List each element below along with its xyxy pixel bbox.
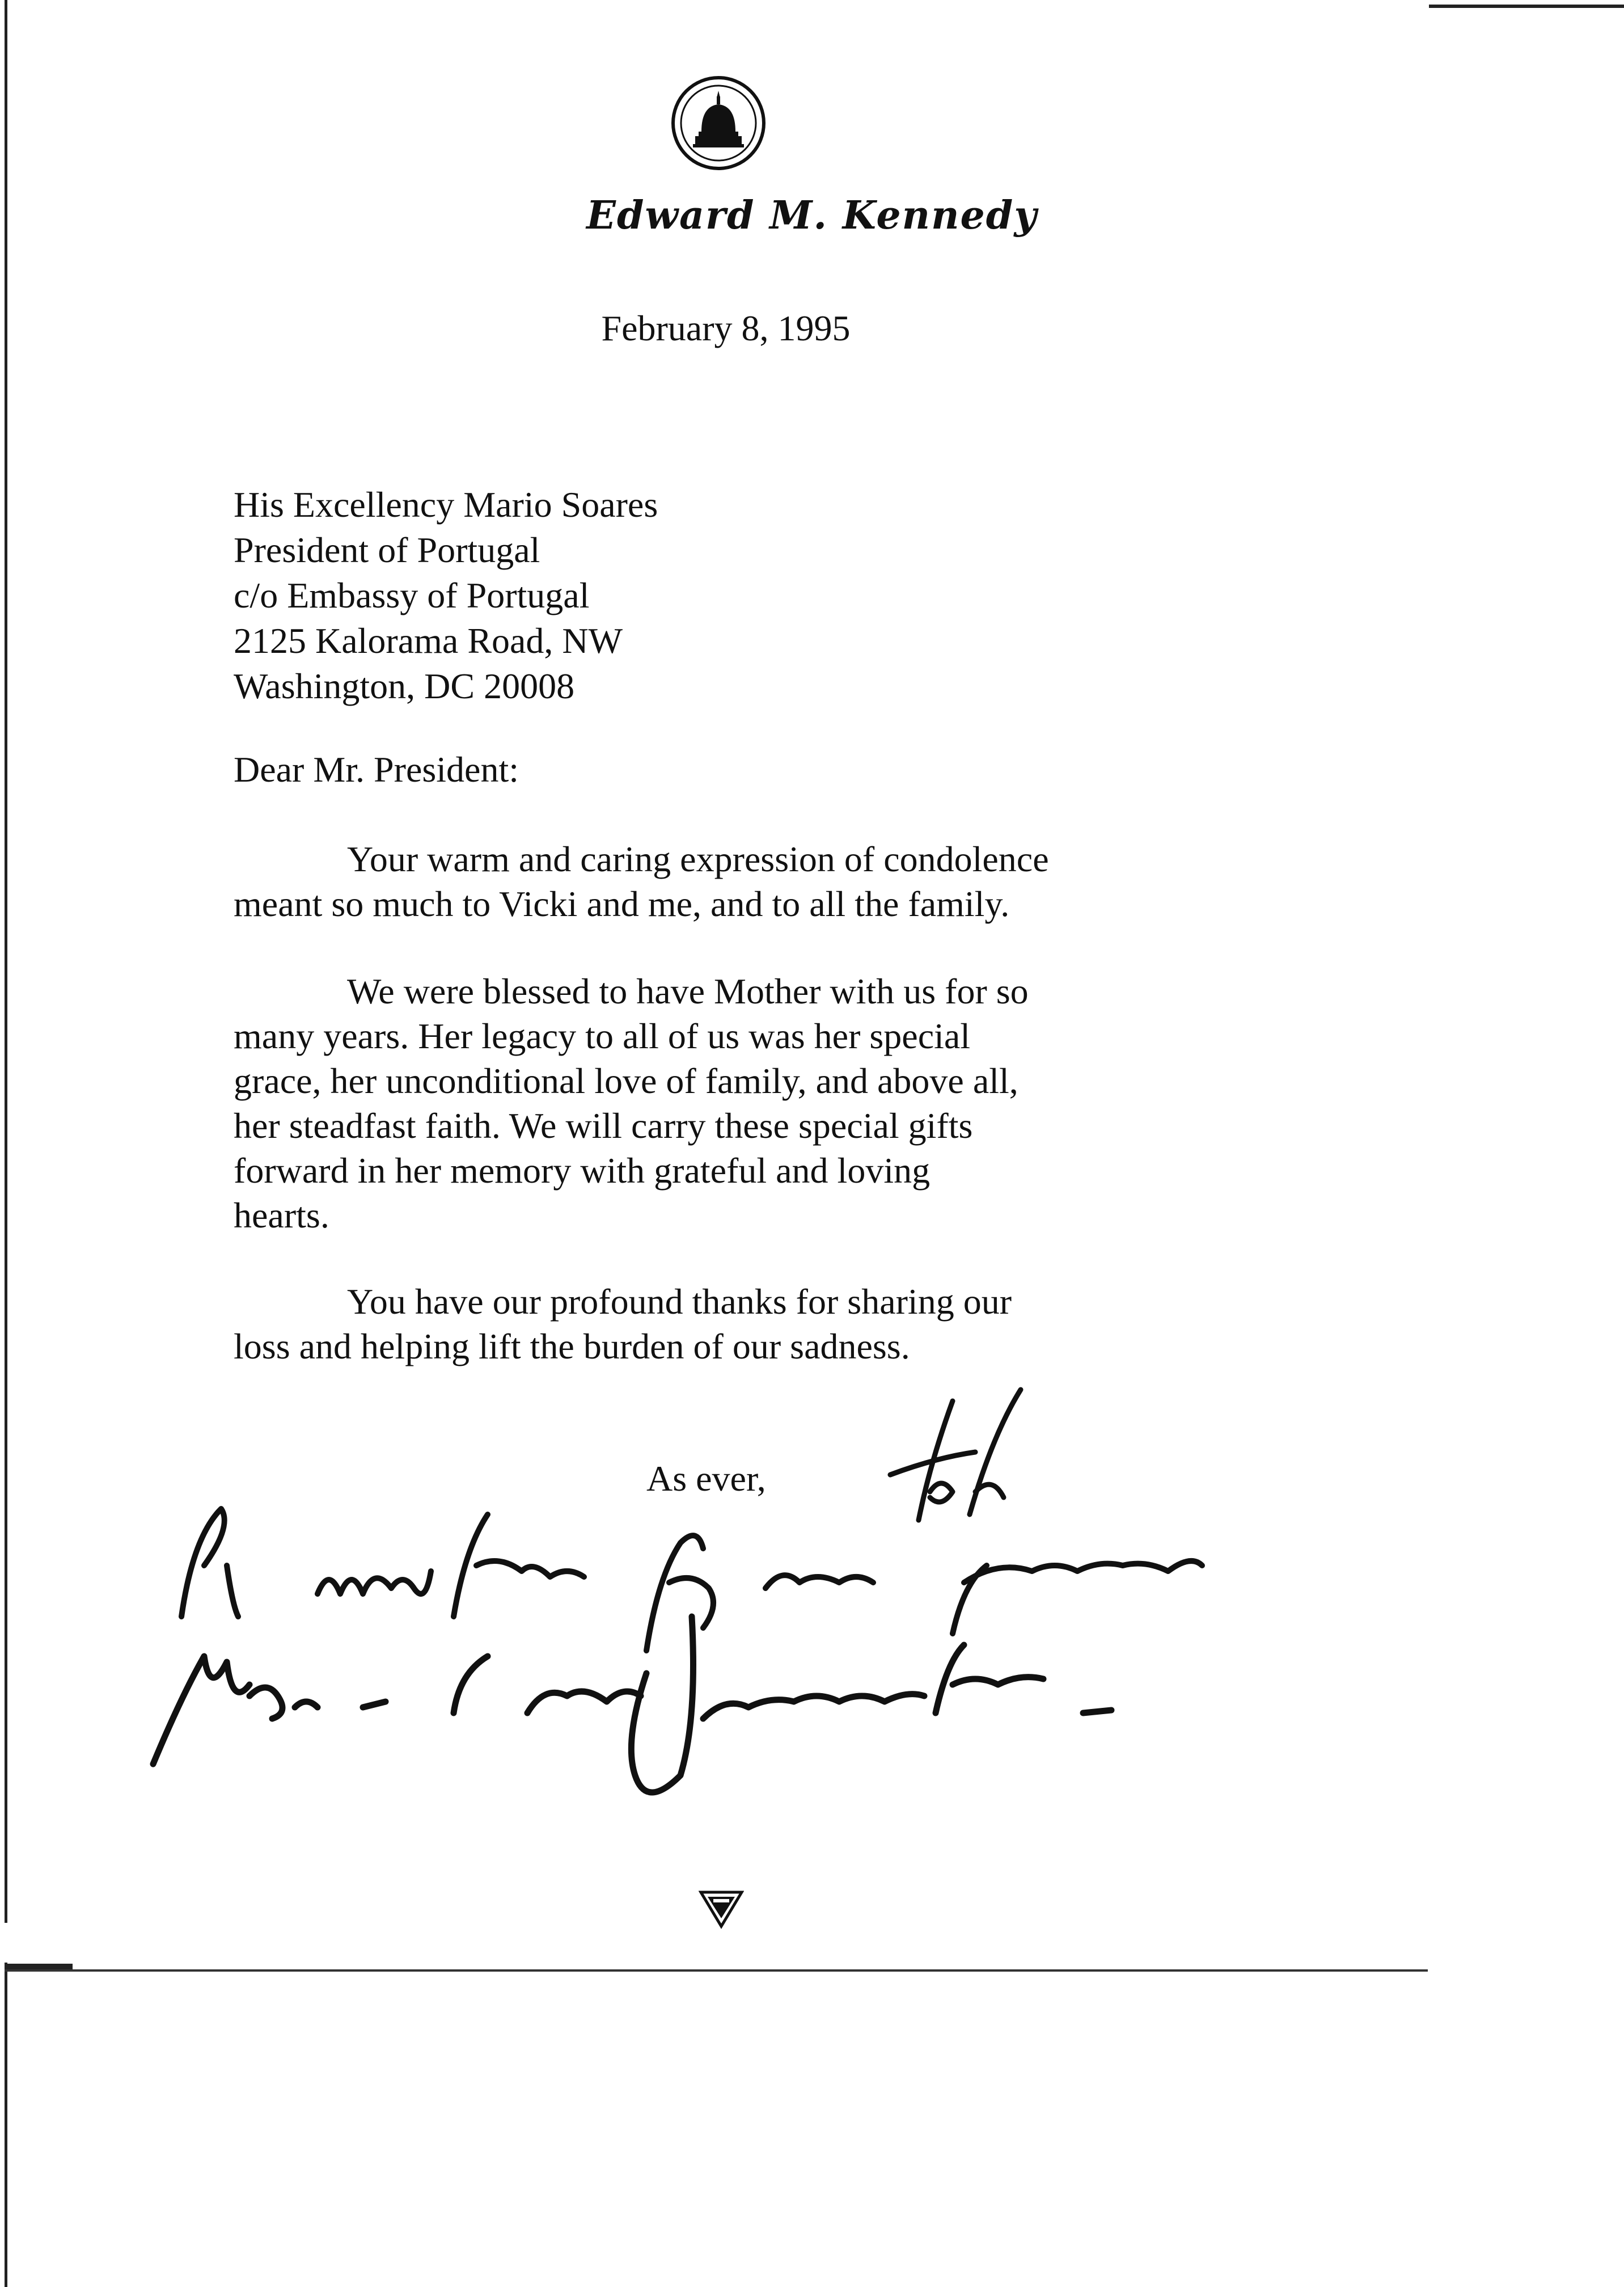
address-line: Washington, DC 20008: [234, 666, 575, 706]
recipient-address: [234, 482, 658, 709]
letterhead-name: Edward M. Kennedy: [586, 193, 1038, 238]
address-line: c/o Embassy of Portugal: [234, 575, 590, 615]
address-line: President of Portugal: [234, 530, 540, 570]
body-line: We were blessed to have Mother with us for so: [347, 971, 1029, 1011]
handwritten-line-2: [153, 1617, 1111, 1792]
capitol-dome-seal-icon: [670, 75, 767, 171]
fold-mark: [5, 1964, 73, 1969]
fold-line: [5, 1969, 1428, 1972]
body-line: forward in her memory with grateful and loving: [234, 1150, 931, 1191]
handwritten-note-and-signature: [136, 1378, 1338, 1866]
body-line: many years. Her legacy to all of us was her special: [234, 1016, 971, 1056]
body-line: hearts.: [234, 1195, 329, 1235]
body-line: meant so much to Vicki and me, and to all the family.: [234, 884, 1010, 924]
body-paragraph-3: [234, 1279, 1232, 1369]
body-line: her steadfast faith. We will carry these special gifts: [234, 1105, 973, 1146]
body-paragraph-1: [234, 837, 1232, 926]
printer-union-bug-icon: [699, 1889, 744, 1930]
scan-edge-left-lower: [5, 1963, 7, 2287]
body-line: loss and helping lift the burden of our sadness.: [234, 1326, 910, 1366]
body-line: You have our profound thanks for sharing our: [347, 1281, 1012, 1322]
scan-edge-left: [5, 0, 7, 1923]
body-paragraph-2: [234, 969, 1232, 1238]
address-line: 2125 Kalorama Road, NW: [234, 621, 623, 661]
address-line: His Excellency Mario Soares: [234, 484, 658, 525]
body-line: Your warm and caring expression of condolence: [347, 839, 1049, 879]
salutation: Dear Mr. President:: [234, 749, 519, 790]
letter-date: February 8, 1995: [601, 308, 851, 348]
signature-ted: [890, 1390, 1021, 1520]
scan-edge-top: [1429, 5, 1624, 8]
closing: As ever,: [646, 1458, 766, 1499]
body-line: grace, her unconditional love of family, and above all,: [234, 1061, 1018, 1101]
